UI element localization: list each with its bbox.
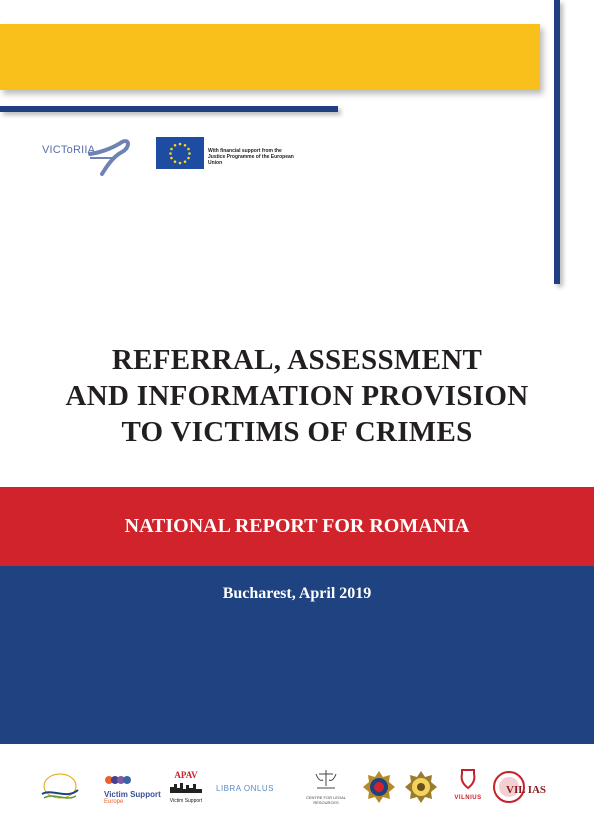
apav-tagline: Victim Support [169,798,203,804]
navy-vertical-rule [554,0,560,284]
partner-swoosh-logo-icon [40,770,80,804]
report-subtitle: NATIONAL REPORT FOR ROMANIA [124,515,470,537]
eu-funding-statement: With financial support from the Justice Programme of the European Union [208,148,294,166]
clr-name: CENTRE FOR LEGAL RESOURCES [305,795,346,805]
vilnius-shield-icon [458,768,478,790]
victim-support-europe-logo [104,772,164,805]
gendarmerie-crest-icon [404,770,438,804]
title-line-1: REFERRAL, ASSESSMENT [111,344,483,376]
apav-name: APAV [174,770,198,780]
title-line-2: AND INFORMATION PROVISION [65,380,529,412]
victim-support-region: Europe [104,799,124,805]
victoriia-logo-text: VICToRIIA [42,144,96,156]
date-band [0,566,594,744]
victoriia-logo [42,138,132,178]
subtitle-band [0,487,594,566]
legal-scales-icon [311,768,341,790]
place-and-date: Bucharest, April 2019 [222,585,372,602]
report-title [0,342,594,450]
partner-logos-row [0,760,594,820]
apav-logo [168,770,204,804]
vilias-logo [492,770,552,804]
apav-skyline-icon [170,781,202,793]
victim-support-name: Victim Support [104,790,161,799]
vilnius-name: VILNIUS [454,795,482,801]
navy-horizontal-rule [0,106,338,112]
centre-for-legal-resources-logo [304,768,348,805]
yellow-header-bar [0,24,540,90]
eu-flag-icon [156,137,204,169]
vilias-name: VIL IAS [506,784,547,796]
vilnius-logo [448,768,488,801]
victim-support-circles-icon [104,775,134,785]
awareness-ribbon-icon [86,138,130,178]
libra-onlus-logo: LIBRA ONLUS [216,784,274,793]
police-crest-icon [362,770,396,804]
title-line-3: TO VICTIMS OF CRIMES [121,416,473,448]
